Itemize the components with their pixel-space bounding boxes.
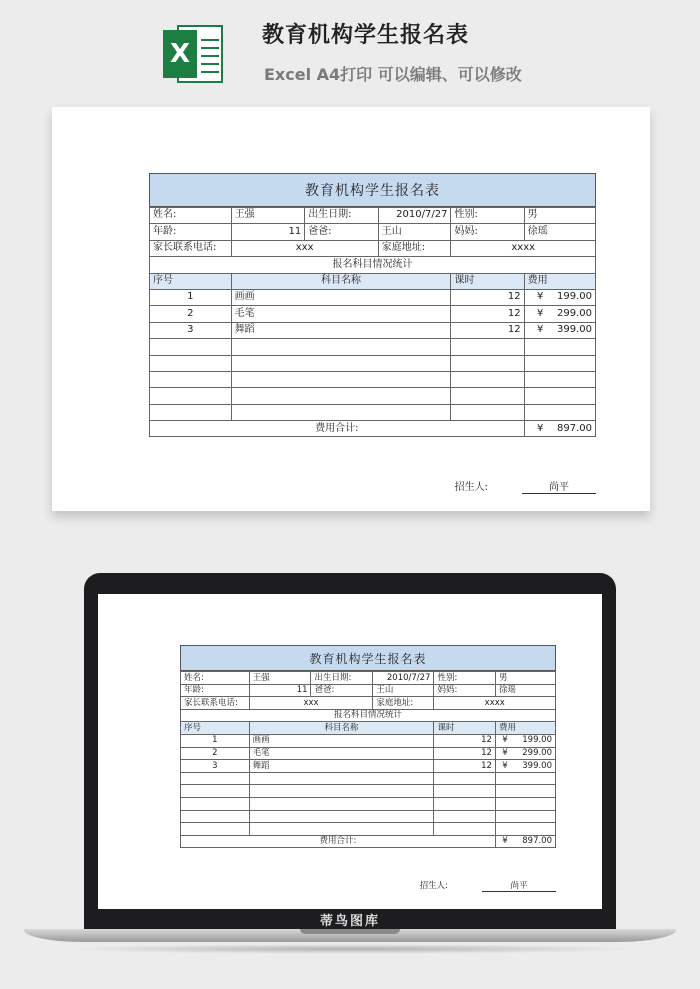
- laptop-notch: [300, 929, 400, 934]
- row-fee[interactable]: [524, 306, 595, 322]
- name-label: 姓名:: [181, 672, 250, 685]
- col-no-header: 序号: [150, 273, 232, 289]
- row-fee[interactable]: [524, 322, 595, 338]
- empty-cell[interactable]: [181, 810, 250, 823]
- recruiter: [420, 879, 556, 892]
- row-no[interactable]: 2: [181, 747, 250, 760]
- mother-label: 妈妈:: [451, 224, 524, 240]
- address-label: 家庭地址:: [373, 697, 434, 710]
- empty-cell[interactable]: [249, 772, 434, 785]
- empty-cell[interactable]: [231, 404, 451, 420]
- name-value[interactable]: 王强: [249, 672, 311, 685]
- phone-value[interactable]: xxx: [231, 240, 378, 256]
- empty-cell[interactable]: [249, 823, 434, 836]
- age-value[interactable]: 11: [249, 684, 311, 697]
- table-row: [181, 747, 556, 760]
- empty-cell[interactable]: [231, 355, 451, 371]
- empty-cell[interactable]: [231, 388, 451, 404]
- age-label: 年龄:: [150, 224, 232, 240]
- total-label: 费用合计:: [181, 835, 496, 848]
- col-fee-header: 费用: [495, 722, 555, 735]
- laptop-shadow: [60, 944, 640, 954]
- row-hours[interactable]: 12: [434, 760, 496, 773]
- empty-cell[interactable]: [249, 785, 434, 798]
- row-subject[interactable]: 画画: [249, 734, 434, 747]
- phone-label: 家长联系电话:: [181, 697, 250, 710]
- row-no[interactable]: 2: [150, 306, 232, 322]
- mother-label: 妈妈:: [434, 684, 496, 697]
- row-subject[interactable]: 舞蹈: [249, 760, 434, 773]
- empty-row: [150, 355, 596, 371]
- col-hours-header: 课时: [451, 273, 524, 289]
- empty-cell[interactable]: [150, 371, 232, 387]
- row-no[interactable]: 1: [181, 734, 250, 747]
- table-row: [181, 760, 556, 773]
- row-subject[interactable]: 舞蹈: [231, 322, 451, 338]
- empty-cell[interactable]: [150, 404, 232, 420]
- form-title: 教育机构学生报名表: [180, 645, 556, 671]
- empty-cell[interactable]: [451, 388, 524, 404]
- empty-cell[interactable]: [434, 785, 496, 798]
- empty-row: [181, 823, 556, 836]
- empty-cell[interactable]: [495, 772, 555, 785]
- row-fee-value: 299.00: [557, 307, 592, 319]
- name-label: 姓名:: [150, 208, 232, 224]
- empty-cell[interactable]: [231, 371, 451, 387]
- address-value[interactable]: xxxx: [434, 697, 556, 710]
- empty-row: [181, 810, 556, 823]
- recruiter-value[interactable]: 尚平: [522, 478, 596, 494]
- currency-symbol: ¥: [502, 836, 508, 847]
- total-label: 费用合计:: [150, 421, 525, 437]
- laptop-brand: 蒂鸟图库: [319, 914, 380, 929]
- currency-symbol: ¥: [537, 291, 544, 303]
- section-title: 报名科目情况统计: [150, 257, 596, 273]
- row-fee[interactable]: [495, 734, 555, 747]
- empty-cell[interactable]: [451, 355, 524, 371]
- row-subject[interactable]: 画画: [231, 289, 451, 305]
- row-fee-value: 399.00: [557, 324, 592, 336]
- mother-value[interactable]: 徐瑶: [495, 684, 555, 697]
- birth-value[interactable]: 2010/7/27: [373, 672, 434, 685]
- row-no[interactable]: 3: [150, 322, 232, 338]
- row-subject[interactable]: 毛笔: [231, 306, 451, 322]
- col-hours-header: 课时: [434, 722, 496, 735]
- empty-row: [150, 371, 596, 387]
- empty-row: [181, 772, 556, 785]
- father-value[interactable]: 王山: [373, 684, 434, 697]
- recruiter-value[interactable]: 尚平: [482, 879, 556, 892]
- column-header-row: [150, 273, 596, 289]
- row-fee[interactable]: [495, 747, 555, 760]
- empty-cell[interactable]: [495, 823, 555, 836]
- info-row: [150, 224, 596, 240]
- father-label: 爸爸:: [311, 684, 373, 697]
- empty-cell[interactable]: [434, 797, 496, 810]
- empty-cell[interactable]: [249, 797, 434, 810]
- gender-label: 性别:: [451, 208, 524, 224]
- birth-label: 出生日期:: [305, 208, 379, 224]
- empty-cell[interactable]: [451, 339, 524, 355]
- row-hours[interactable]: 12: [434, 734, 496, 747]
- gender-value[interactable]: 男: [524, 208, 595, 224]
- total-amount: 897.00: [557, 422, 592, 434]
- recruiter-label: 招生人:: [454, 482, 488, 494]
- row-fee-value: 399.00: [522, 760, 552, 771]
- empty-cell[interactable]: [150, 339, 232, 355]
- empty-cell[interactable]: [181, 823, 250, 836]
- age-value[interactable]: 11: [231, 224, 305, 240]
- row-fee-value: 199.00: [557, 291, 592, 303]
- recruiter-label: 招生人:: [419, 880, 448, 891]
- info-row: [181, 684, 556, 697]
- total-value[interactable]: [524, 421, 595, 437]
- empty-cell[interactable]: [181, 797, 250, 810]
- column-header-row: [181, 722, 556, 735]
- table-row: [150, 306, 596, 322]
- empty-row: [181, 785, 556, 798]
- age-label: 年龄:: [181, 684, 250, 697]
- col-subject-header: 科目名称: [249, 722, 434, 735]
- birth-label: 出生日期:: [311, 672, 373, 685]
- section-row: [150, 257, 596, 273]
- currency-symbol: ¥: [502, 735, 508, 746]
- form-title: 教育机构学生报名表: [149, 173, 596, 207]
- empty-cell[interactable]: [495, 797, 555, 810]
- col-subject-header: 科目名称: [231, 273, 451, 289]
- empty-cell[interactable]: [231, 339, 451, 355]
- row-hours[interactable]: 12: [451, 306, 524, 322]
- currency-symbol: ¥: [537, 307, 544, 319]
- row-fee-value: 299.00: [522, 748, 552, 759]
- empty-cell[interactable]: [150, 388, 232, 404]
- total-amount: 897.00: [522, 836, 552, 847]
- info-row: [181, 672, 556, 685]
- info-row: [150, 208, 596, 224]
- phone-value[interactable]: xxx: [249, 697, 373, 710]
- empty-cell[interactable]: [434, 772, 496, 785]
- empty-cell[interactable]: [524, 404, 595, 420]
- empty-row: [150, 388, 596, 404]
- address-value[interactable]: xxxx: [451, 240, 596, 256]
- page-title: 教育机构学生报名表: [262, 23, 470, 48]
- table-row: [150, 289, 596, 305]
- empty-cell[interactable]: [181, 772, 250, 785]
- gender-value[interactable]: 男: [495, 672, 555, 685]
- currency-symbol: ¥: [502, 760, 508, 771]
- info-row: [150, 240, 596, 256]
- row-hours[interactable]: 12: [451, 322, 524, 338]
- row-hours[interactable]: 12: [434, 747, 496, 760]
- currency-symbol: ¥: [537, 422, 544, 434]
- name-value[interactable]: 王强: [231, 208, 305, 224]
- empty-cell[interactable]: [181, 785, 250, 798]
- empty-cell[interactable]: [495, 785, 555, 798]
- father-label: 爸爸:: [305, 224, 379, 240]
- form-table: [180, 671, 556, 848]
- empty-row: [150, 339, 596, 355]
- registration-form-large: [149, 173, 596, 494]
- address-label: 家庭地址:: [378, 240, 451, 256]
- row-no[interactable]: 1: [150, 289, 232, 305]
- page-subtitle: Excel A4打印 可以编辑、可以修改: [264, 65, 522, 84]
- empty-cell[interactable]: [524, 339, 595, 355]
- currency-symbol: ¥: [537, 324, 544, 336]
- row-fee-value: 199.00: [522, 735, 552, 746]
- empty-cell[interactable]: [524, 355, 595, 371]
- table-row: [150, 322, 596, 338]
- col-fee-header: 费用: [524, 273, 595, 289]
- row-fee[interactable]: [524, 289, 595, 305]
- section-row: [181, 709, 556, 722]
- row-fee[interactable]: [495, 760, 555, 773]
- form-table: [149, 207, 596, 437]
- father-value[interactable]: 王山: [378, 224, 451, 240]
- recruiter: [455, 478, 596, 494]
- birth-value[interactable]: 2010/7/27: [378, 208, 451, 224]
- phone-label: 家长联系电话:: [150, 240, 232, 256]
- empty-cell[interactable]: [451, 404, 524, 420]
- info-row: [181, 697, 556, 710]
- excel-badge: X: [163, 30, 197, 78]
- total-value[interactable]: [495, 835, 555, 848]
- empty-cell[interactable]: [434, 823, 496, 836]
- empty-row: [181, 797, 556, 810]
- currency-symbol: ¥: [502, 748, 508, 759]
- col-no-header: 序号: [181, 722, 250, 735]
- empty-cell[interactable]: [524, 371, 595, 387]
- gender-label: 性别:: [434, 672, 496, 685]
- row-hours[interactable]: 12: [451, 289, 524, 305]
- total-row: [181, 835, 556, 848]
- empty-cell[interactable]: [249, 810, 434, 823]
- empty-cell[interactable]: [451, 371, 524, 387]
- empty-row: [150, 404, 596, 420]
- mother-value[interactable]: 徐瑶: [524, 224, 595, 240]
- row-subject[interactable]: 毛笔: [249, 747, 434, 760]
- registration-form-laptop: [180, 645, 556, 891]
- row-no[interactable]: 3: [181, 760, 250, 773]
- table-row: [181, 734, 556, 747]
- total-row: [150, 421, 596, 437]
- excel-icon: [163, 22, 225, 86]
- empty-cell[interactable]: [495, 810, 555, 823]
- empty-cell[interactable]: [434, 810, 496, 823]
- empty-cell[interactable]: [524, 388, 595, 404]
- section-title: 报名科目情况统计: [181, 709, 556, 722]
- empty-cell[interactable]: [150, 355, 232, 371]
